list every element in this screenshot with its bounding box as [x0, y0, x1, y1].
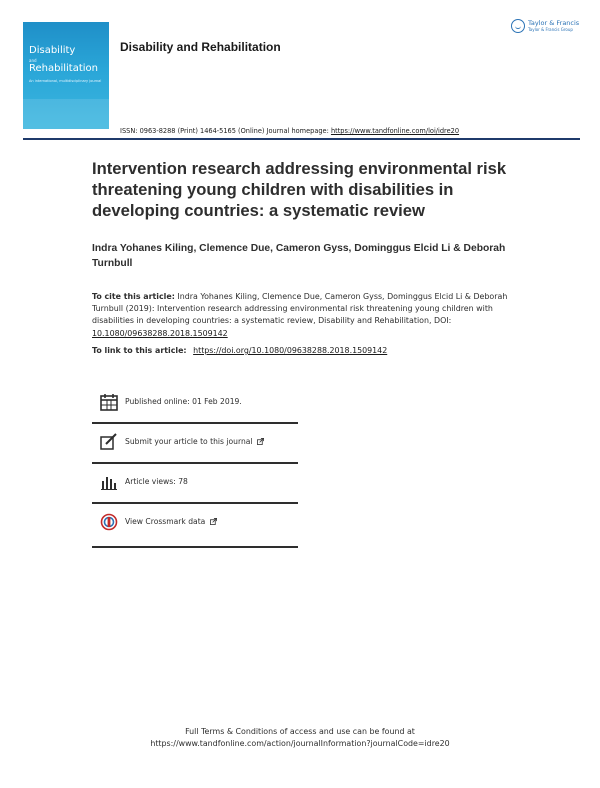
external-link-icon [210, 518, 217, 525]
doi-link[interactable]: 10.1080/09638288.2018.1509142 [92, 328, 228, 338]
bar-chart-icon [100, 473, 118, 491]
link-line [92, 346, 387, 355]
journal-cover [23, 22, 109, 129]
meta-divider [92, 502, 298, 504]
publisher-logo-icon [511, 19, 525, 33]
meta-divider [92, 546, 298, 548]
issn-line [120, 127, 459, 135]
cover-title-line2: and [29, 58, 37, 63]
crossmark-icon [100, 513, 118, 531]
header-divider [23, 138, 580, 140]
calendar-icon [100, 393, 118, 411]
article-doi-url[interactable]: https://doi.org/10.1080/09638288.2018.1509142 [193, 346, 388, 355]
terms-line1: Full Terms & Conditions of access and use can be found at [185, 727, 415, 736]
link-label: To link to this article: [92, 346, 187, 355]
publisher-name: Taylor & Francis [528, 19, 580, 27]
publisher-tagline: Taylor & Francis Group [528, 27, 573, 32]
cover-stripe [23, 99, 109, 129]
published-date: Published online: 01 Feb 2019. [125, 397, 242, 406]
crossmark-label: View Crossmark data [125, 517, 206, 526]
journal-homepage-link[interactable]: https://www.tandfonline.com/loi/idre20 [330, 127, 460, 135]
cover-tagline: An international, multidisciplinary journal [29, 79, 102, 83]
edit-icon [100, 433, 118, 451]
terms-link[interactable]: https://www.tandfonline.com/action/journalInformation?journalCode=idre20 [150, 738, 450, 748]
crossmark-link[interactable] [125, 517, 217, 526]
cite-label: To cite this article: [92, 292, 175, 301]
submit-article-label: Submit your article to this journal [125, 437, 253, 446]
meta-divider [92, 462, 298, 464]
external-link-icon [257, 438, 264, 445]
citation-block [92, 291, 512, 340]
views-row [92, 473, 298, 493]
terms-footer [0, 726, 600, 749]
article-views: Article views: 78 [125, 477, 188, 486]
submit-row[interactable] [92, 433, 298, 453]
cover-title-line3: Rehabilitation [29, 63, 99, 74]
submit-article-link[interactable] [125, 437, 264, 446]
issn-label: ISSN: 0963-8288 (Print) 1464-5165 (Online) Journal homepage: [120, 127, 329, 135]
publisher-logo[interactable] [511, 18, 581, 38]
article-authors: Indra Yohanes Kiling, Clemence Due, Cameron Gyss, Dominggus Elcid Li & Deborah Turnbull [92, 243, 506, 269]
cover-title-line1: Disability [29, 45, 76, 56]
article-title: Intervention research addressing environmental risk threatening young children with disabilities in developing countries: a systematic review [92, 159, 507, 220]
journal-title: Disability and Rehabilitation [120, 40, 281, 54]
cite-text: Indra Yohanes Kiling, Clemence Due, Cameron Gyss, Dominggus Elcid Li & Deborah Turnbull (2019): Intervention research addressing environmental risk threatening young children with disabilities in developing countries: a systematic review, Disability and Rehabilitation, DOI: [92, 292, 508, 326]
meta-divider [92, 422, 298, 424]
crossmark-row[interactable] [92, 513, 298, 533]
published-row [92, 393, 298, 413]
